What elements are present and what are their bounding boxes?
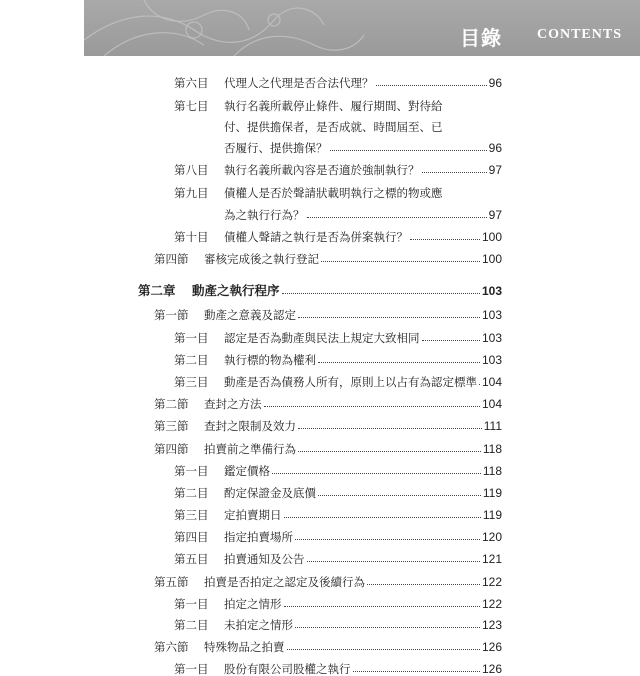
toc-entry-title: 認定是否為動產與民法上規定大致相同 xyxy=(224,331,420,345)
toc-entry-title: 鑑定價格 xyxy=(224,464,270,478)
toc-entry-label: 第四目 xyxy=(174,530,209,544)
toc-entry-label: 第一目 xyxy=(174,331,209,345)
toc-entry-title: 動產是否為債務人所有，原則上以占有為認定標準 xyxy=(224,375,477,389)
toc-page-number: 111 xyxy=(483,419,502,433)
toc-page-number: 120 xyxy=(481,530,502,544)
toc-entry-title: 拍賣通知及公告 xyxy=(224,552,305,566)
toc-subtitle: CONTENTS xyxy=(536,27,622,42)
toc-dot-leader xyxy=(376,85,487,86)
toc-dot-leader xyxy=(284,517,481,518)
toc-entry-title: 查封之方法 xyxy=(204,397,262,411)
toc-dot-leader xyxy=(272,473,481,474)
toc-entry-label: 第九目 xyxy=(174,186,209,200)
toc-entry-title: 拍賣前之準備行為 xyxy=(204,442,296,456)
toc-page-number: 97 xyxy=(488,208,502,222)
toc-entry-label: 第一目 xyxy=(174,597,209,611)
toc-entry-label: 第四節 xyxy=(154,442,189,456)
toc-page-number: 121 xyxy=(481,552,502,566)
toc-entry-title: 動產之執行程序 xyxy=(192,283,280,298)
toc-entry-label: 第二目 xyxy=(174,486,209,500)
toc-entry-title: 代理人之代理是否合法代理？ xyxy=(224,76,374,90)
header-band xyxy=(84,0,640,56)
toc-entry-label: 第六節 xyxy=(154,640,189,654)
toc-dot-leader xyxy=(295,539,480,540)
toc-entry-label: 第六目 xyxy=(174,76,209,90)
toc-page-number: 119 xyxy=(482,486,502,500)
toc-entry-title: 執行標的物為權利 xyxy=(224,353,316,367)
toc-page-number: 103 xyxy=(481,308,502,322)
toc-entry-title: 債權人聲請之執行是否為併案執行？ xyxy=(224,230,408,244)
toc-dot-leader xyxy=(367,584,480,585)
toc-entry-title: 否履行、提供擔保？ xyxy=(224,141,328,155)
toc-page-number: 103 xyxy=(481,284,502,298)
toc-entry-title: 未拍定之情形 xyxy=(224,618,293,632)
toc-entry-title: 動產之意義及認定 xyxy=(204,308,296,322)
toc-entry-title: 拍賣是否拍定之認定及後續行為 xyxy=(204,575,365,589)
toc-dot-leader xyxy=(307,217,487,218)
toc-page-number: 123 xyxy=(481,618,502,632)
toc-entry-label: 第三節 xyxy=(154,419,189,433)
toc-dot-leader xyxy=(318,495,481,496)
toc-page-number: 96 xyxy=(488,76,502,90)
toc-dot-leader xyxy=(422,172,487,173)
toc-page-number: 122 xyxy=(481,575,502,589)
toc-entry-label: 第二目 xyxy=(174,353,209,367)
toc-dot-leader xyxy=(298,317,480,318)
toc-dot-leader xyxy=(422,340,480,341)
toc-entry-title: 定拍賣期日 xyxy=(224,508,282,522)
toc-page-number: 96 xyxy=(488,141,502,155)
toc-page-number: 126 xyxy=(481,662,502,676)
toc-entry-title: 審核完成後之執行登記 xyxy=(204,252,319,266)
toc-entry-label: 第二章 xyxy=(138,283,176,298)
toc-dot-leader xyxy=(410,239,480,240)
toc-dot-leader xyxy=(307,561,480,562)
toc-entry-label: 第五節 xyxy=(154,575,189,589)
toc-page-number: 100 xyxy=(481,252,502,266)
toc-entry-label: 第二節 xyxy=(154,397,189,411)
toc-page-number: 118 xyxy=(482,442,502,456)
toc-dot-leader xyxy=(353,671,480,672)
toc-dot-leader xyxy=(264,406,480,407)
toc-entry-title: 債權人是否於聲請狀載明執行之標的物或應 xyxy=(224,186,443,200)
toc-page-number: 100 xyxy=(481,230,502,244)
toc-page-number: 104 xyxy=(481,397,502,411)
toc-dot-leader xyxy=(321,261,480,262)
toc-entry-title: 查封之限制及效力 xyxy=(204,419,296,433)
toc-entry-label: 第一目 xyxy=(174,662,209,676)
toc-entry-title: 拍定之情形 xyxy=(224,597,282,611)
toc-entry-title: 執行名義所載內容是否適於強制執行？ xyxy=(224,163,420,177)
toc-entry-label: 第五目 xyxy=(174,552,209,566)
toc-entry-label: 第一目 xyxy=(174,464,209,478)
toc-page-number: 104 xyxy=(481,375,502,389)
toc-entry-title: 付、提供擔保者，是否成就、時間屆至、已 xyxy=(224,120,443,134)
toc-entry-title: 股份有限公司股權之執行 xyxy=(224,662,351,676)
toc-dot-leader xyxy=(298,428,482,429)
toc-entry-label: 第一節 xyxy=(154,308,189,322)
toc-page-number: 97 xyxy=(488,163,502,177)
toc-entry-label: 第四節 xyxy=(154,252,189,266)
toc-entry-label: 第七目 xyxy=(174,99,209,113)
toc-dot-leader xyxy=(298,451,481,452)
toc-entry-label: 第三目 xyxy=(174,375,209,389)
toc-entry-title: 執行名義所載停止條件、履行期間、對待給 xyxy=(224,99,443,113)
toc-entry-title: 酌定保證金及底價 xyxy=(224,486,316,500)
toc-dot-leader xyxy=(330,150,487,151)
toc-page-number: 126 xyxy=(481,640,502,654)
toc-page-number: 119 xyxy=(482,508,502,522)
toc-entry-title: 指定拍賣場所 xyxy=(224,530,293,544)
toc-dot-leader xyxy=(287,649,480,650)
toc-page-number: 118 xyxy=(482,464,502,478)
toc-dot-leader xyxy=(479,384,480,385)
toc-title: 目錄 xyxy=(460,26,502,50)
toc-dot-leader xyxy=(284,606,480,607)
toc-page-number: 103 xyxy=(481,353,502,367)
toc-page-number: 122 xyxy=(481,597,502,611)
toc-dot-leader xyxy=(295,627,480,628)
toc-dot-leader xyxy=(318,362,480,363)
toc-entry-label: 第三目 xyxy=(174,508,209,522)
toc-entry-title: 特殊物品之拍賣 xyxy=(204,640,285,654)
toc-page-number: 103 xyxy=(481,331,502,345)
toc-dot-leader xyxy=(282,293,480,294)
toc-entry-title: 為之執行行為？ xyxy=(224,208,305,222)
toc-entry-label: 第八目 xyxy=(174,163,209,177)
toc-entry-label: 第二目 xyxy=(174,618,209,632)
toc-entry-label: 第十目 xyxy=(174,230,209,244)
